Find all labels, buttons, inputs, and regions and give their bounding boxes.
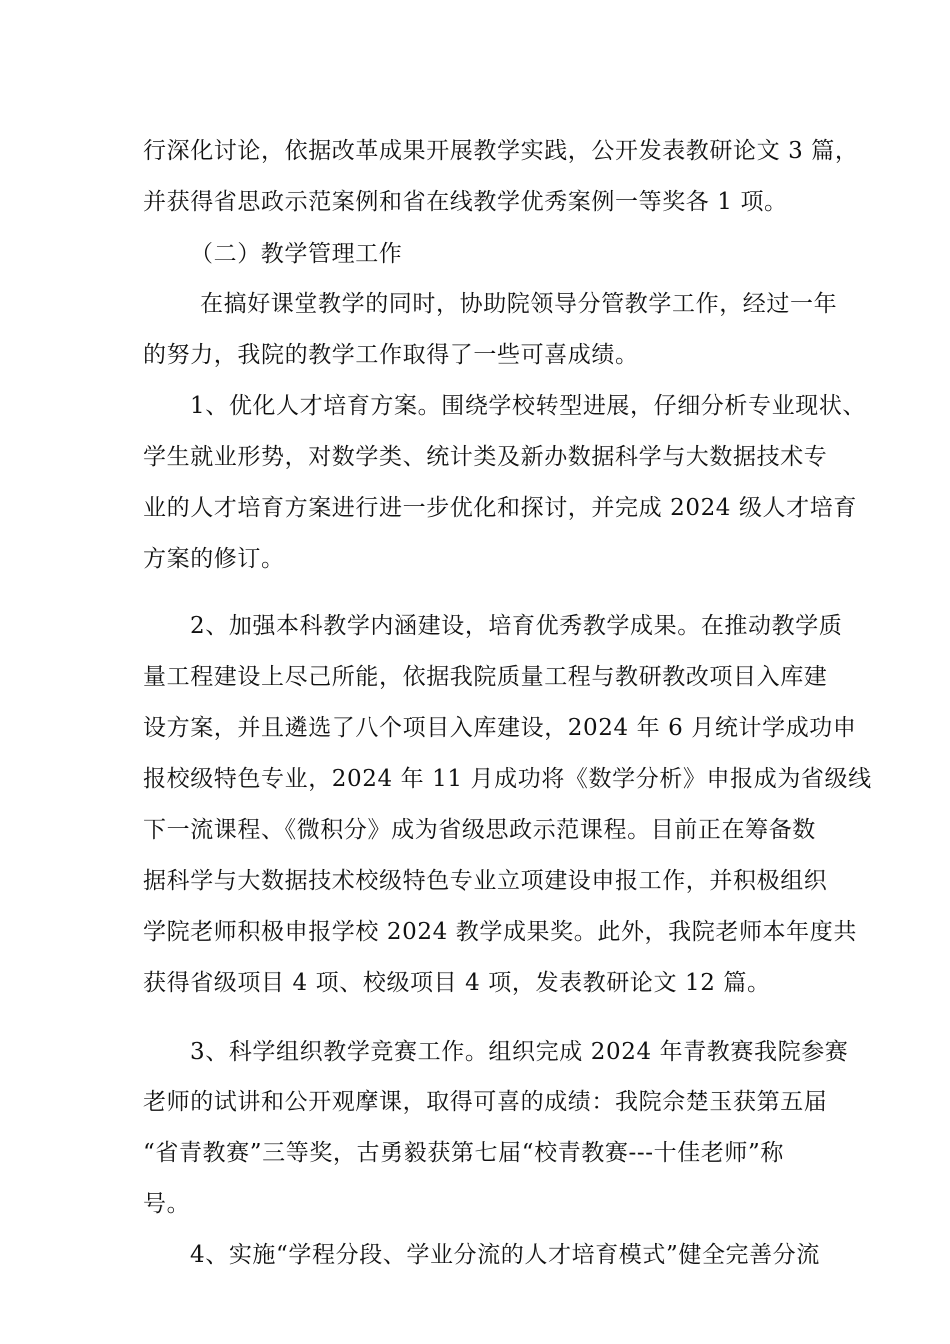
section-heading: （二）教学管理工作 [190,241,403,267]
text-line: 量工程建设上尽己所能，依据我院质量工程与教研教改项目入库建 [143,664,828,690]
text-line: 行深化讨论，依据改革成果开展教学实践，公开发表教研论文 3 篇， [143,138,859,164]
text-line: 学生就业形势，对数学类、统计类及新办数据科学与大数据技术专 [143,444,828,470]
text-line: 据科学与大数据技术校级特色专业立项建设申报工作，并积极组织 [143,868,828,894]
text-line: 设方案，并且遴选了八个项目入库建设，2024 年 6 月统计学成功申 [143,715,857,741]
text-line: 2、加强本科教学内涵建设，培育优秀教学成果。在推动教学质 [190,613,843,639]
text-line: 老师的试讲和公开观摩课，取得可喜的成绩：我院佘楚玉获第五届 [143,1089,828,1115]
text-line: 的努力，我院的教学工作取得了一些可喜成绩。 [143,342,639,368]
text-line: 4、实施“学程分段、学业分流的人才培育模式”健全完善分流 [190,1242,820,1268]
text-line: 在搞好课堂教学的同时，协助院领导分管教学工作，经过一年 [200,291,838,317]
text-line: 学院老师积极申报学校 2024 教学成果奖。此外，我院老师本年度共 [143,919,857,945]
text-line: 报校级特色专业，2024 年 11 月成功将《数学分析》申报成为省级线 [143,766,872,792]
text-line: 并获得省思政示范案例和省在线教学优秀案例一等奖各 1 项。 [143,189,788,215]
text-line: 获得省级项目 4 项、校级项目 4 项，发表教研论文 12 篇。 [143,970,771,996]
text-line: 方案的修订。 [143,546,285,572]
text-line: 下一流课程、《微积分》成为省级思政示范课程。目前正在筹备数 [143,817,816,843]
text-line: 1、优化人才培育方案。围绕学校转型进展，仔细分析专业现状、 [190,393,867,419]
text-line: 业的人才培育方案进行进一步优化和探讨，并完成 2024 级人才培育 [143,495,857,521]
text-line: “省青教赛”三等奖，古勇毅获第七届“校青教赛---十佳老师”称 [143,1140,784,1166]
text-line: 3、科学组织教学竞赛工作。组织完成 2024 年青教赛我院参赛 [190,1039,849,1065]
text-line: 号。 [143,1191,191,1217]
